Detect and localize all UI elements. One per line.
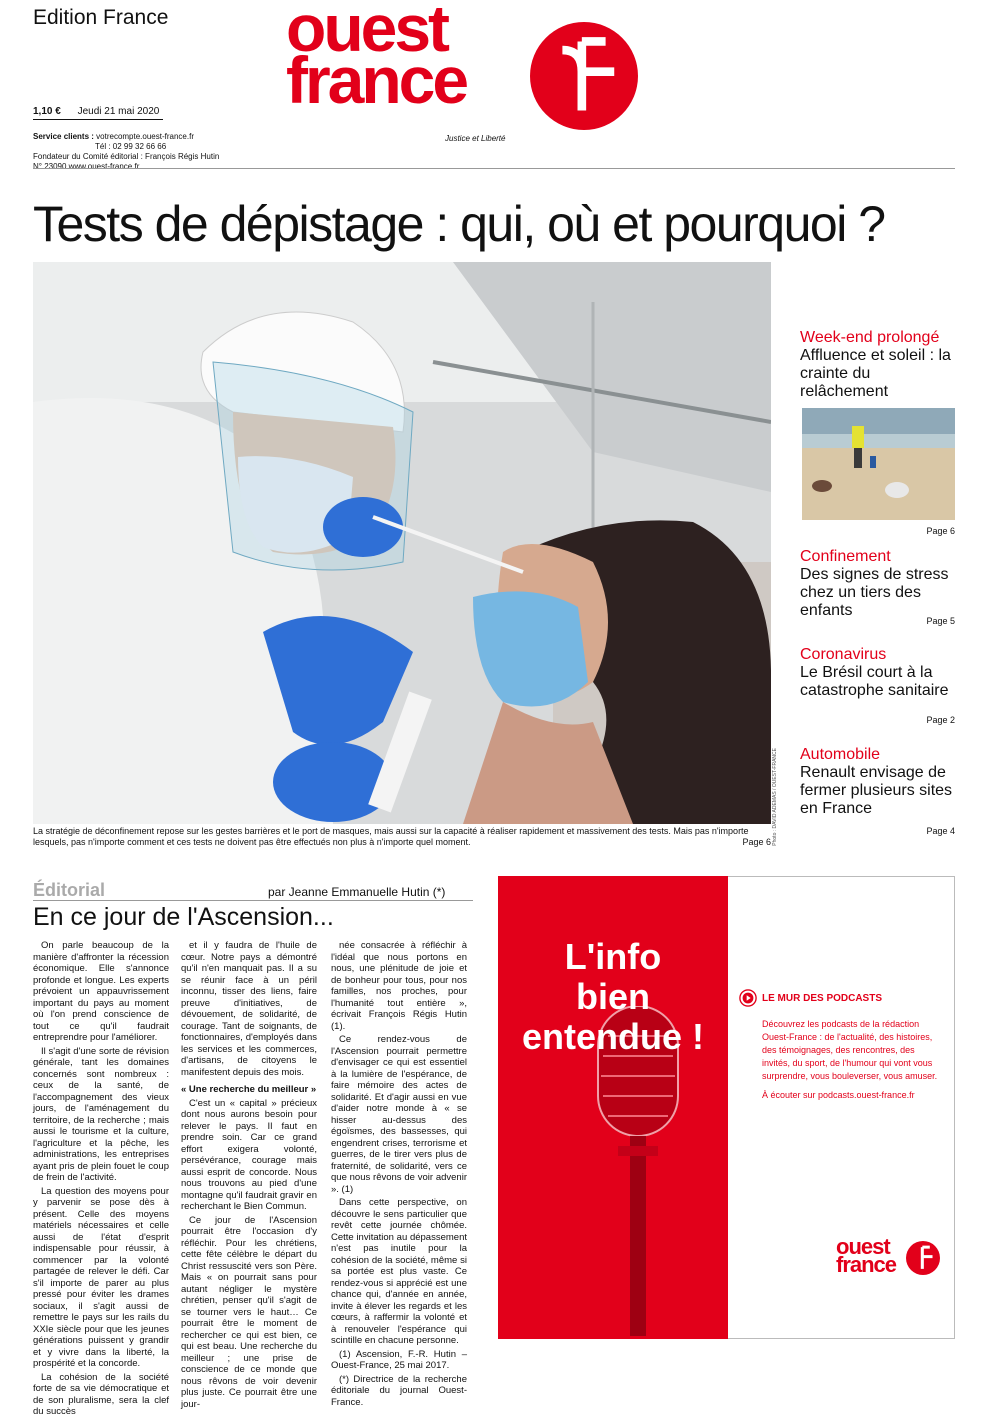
main-headline[interactable]: Tests de dépistage : qui, où et pourquoi ?: [33, 196, 885, 252]
price-date-line: [33, 106, 159, 117]
divider: [33, 900, 473, 901]
edition-label: Edition France: [33, 6, 169, 29]
ad-headline-line: L'info: [564, 936, 662, 977]
teaser-title: Renault envisage de fermer plusieurs sites en France: [800, 764, 953, 817]
service-phone: Tél : 02 99 32 66 66: [95, 142, 167, 151]
service-label: Service clients :: [33, 132, 94, 141]
podcast-description: [762, 1018, 942, 1102]
ad-headline-line: bien: [575, 976, 650, 1017]
teaser-automobile[interactable]: [800, 746, 955, 818]
motto: Justice et Liberté: [445, 134, 506, 143]
main-photo[interactable]: [33, 262, 771, 824]
teaser-page-ref[interactable]: Page 6: [926, 526, 955, 536]
paragraph: La cohésion de la société forte de sa vie démocratique et de son pluralisme, sera la clef du succès: [33, 1371, 169, 1417]
beach-thumbnail[interactable]: [802, 408, 955, 520]
paragraph: La question des moyens pour y parvenir se pose dès à présent. Celle des moyens matériels nécessaires et celle aussi de l'état d'esprit indispensable pour réussir, à commencer par la volonté partagée de relever le défi. Car s'il importe de parer au plus pressé pour éviter les drames sociaux, il s'agit aussi de remettre le pays sur les rails du XXIe siècle pour que les jeunes générations puissent y grandir et y vivre dans la liberté, la prospérité et la concorde.: [33, 1185, 169, 1369]
founder-line: Fondateur du Comité éditorial : François Régis Hutin: [33, 152, 220, 161]
teaser-page-ref[interactable]: Page 2: [926, 715, 955, 725]
footnote: (*) Directrice de la recherche éditoriale du journal Ouest-France.: [331, 1373, 467, 1408]
issue-date: Jeudi 21 mai 2020: [77, 106, 160, 117]
issue-number: N° 23090 www.ouest-france.fr: [33, 162, 140, 171]
editorial-title[interactable]: En ce jour de l'Ascension...: [33, 903, 334, 931]
editorial-column-1: [33, 940, 169, 1420]
teaser-category: Confinement: [800, 548, 891, 565]
logo-circle-icon: [906, 1241, 940, 1275]
paragraph: Ce jour de l'Ascension pourrait être l'occasion d'y réfléchir. Pour les chrétiens, cette fête célèbre le départ du Christ ressuscité vers son Père. Mais « on pourrait sans pour autant négliger le mystère chrétien, penser qu'il s'agit de se tourner vers le haut… Ce pourrait être le moment de rechercher ce qui est bien, ce qui est beau. Une recherche du meilleur ; une prise de conscience de ce monde que nous rêvons de voir devenir plus juste. Ce pourrait être une jour-: [181, 1214, 317, 1410]
logo-line-1: ouest: [286, 0, 448, 65]
editorial-column-3: [331, 940, 467, 1410]
editorial-column-2: [181, 940, 317, 1412]
paragraph: Ce rendez-vous de l'Ascension pourrait permettre d'envisager ce qui est essentiel à la lumière de l'espérance, de faire mémoire des actes de solidarité. Et d'agir aussi en vue d'aider notre monde à « se hisser au-dessus des égoïsmes, des bassesses, qui engendrent crises, terrorisme et guerres, de le tirer vers plus de fraternité, de solidarité, vers ce que nous rêvons de voir advenir ». (1): [331, 1034, 467, 1195]
logo-line-1: ouest: [836, 1234, 890, 1259]
teaser-page-ref[interactable]: Page 4: [926, 826, 955, 836]
play-icon[interactable]: [739, 989, 757, 1007]
teaser-title: Le Brésil court à la catastrophe sanitaire: [800, 664, 949, 699]
paragraph: et il y faudra de l'huile de cœur. Notre pays a démontré qu'il n'en manquait pas. Il a su se réunir face à un péril inconnu, tisser des liens, faire preuve d'initiatives, de dévouement, de solidarité, de courage. Tant de soignants, de fonctionnaires, d'employés dans les services et les commerces, d'artisans, de citoyens le manifestent depuis des mois.: [181, 940, 317, 1078]
paragraph: C'est un « capital » précieux dont nous aurons besoin pour relever le pays. Il faut en prendre soin. Car ce grand effort exigera volonté, persévérance, courage mais aussi esprit de concorde. Nous nous trouvons au pied d'une montagne qu'il faudrait gravir en recherchant le Bien Commun.: [181, 1097, 317, 1212]
teaser-weekend[interactable]: [800, 329, 955, 401]
photo-credit: Photo : DAVID ADEMAS / OUEST-FRANCE: [772, 748, 778, 846]
paragraph: née consacrée à réfléchir à l'idéal que nous portons en nous, une plénitude de joie et de bonheur pour tous, pour nos familles, nos proches, pour l'humanité tout entière », écrivait François Régis Hutin (1).: [331, 940, 467, 1032]
editorial-author: par Jeanne Emmanuelle Hutin (*): [268, 885, 446, 899]
teaser-category: Coronavirus: [800, 646, 887, 663]
teaser-title: Des signes de stress chez un tiers des enfants: [800, 566, 949, 619]
editorial-label: Éditorial: [33, 880, 106, 900]
podcast-link[interactable]: À écouter sur podcasts.ouest-france.fr: [762, 1090, 915, 1100]
divider: [33, 168, 955, 169]
footnote: (1) Ascension, F.-R. Hutin – Ouest-France, 25 mai 2017.: [331, 1348, 467, 1371]
service-info: [33, 132, 219, 172]
podcast-title: LE MUR DES PODCASTS: [762, 993, 883, 1004]
ad-headline-line: entendue !: [521, 1016, 704, 1057]
photo-caption: [33, 826, 771, 848]
caption-text: La stratégie de déconfinement repose sur les gestes barrières et le port de masques, mais aussi sur la capacité à réaliser rapidement et massivement des tests. Mais pas n'importe lesquels, pas n'importe comment et ces tests ne doivent pas être effectués non plus à n'importe quel moment.: [33, 826, 749, 847]
logo-line-2: france: [286, 43, 467, 117]
teaser-page-ref[interactable]: Page 5: [926, 616, 955, 626]
teaser-title: Affluence et soleil : la crainte du relâchement: [800, 347, 951, 400]
ad-headline: [498, 937, 728, 1057]
logo-line-2: france: [836, 1252, 897, 1277]
ouest-france-logo[interactable]: [286, 0, 467, 117]
divider: [33, 119, 163, 120]
caption-page-ref[interactable]: Page 6: [742, 837, 771, 847]
price: 1,10 €: [33, 106, 61, 117]
ad-logo[interactable]: [836, 1234, 897, 1277]
teaser-category: Week-end prolongé: [800, 329, 940, 346]
paragraph: On parle beaucoup de la manière d'affronter la récession économique. Elle s'annonce profonde et longue. Les experts prévoient un appauvrissement important du pays au moment où l'on prend conscience de tout ce qu'il faudrait entreprendre pour l'améliorer.: [33, 940, 169, 1043]
teaser-category: Automobile: [800, 746, 881, 763]
service-site-link[interactable]: votrecompte.ouest-france.fr: [96, 132, 194, 141]
paragraph: Dans cette perspective, on découvre le sens particulier que revêt cette journée chômée. Cette invitation au dépassement n'est pas inutile pour la cohésion de la société, même si sa portée est plus vaste. Ce rendez-vous si apprécié est une chance qui, d'année en année, invite à élever les regards et les cœurs, à raffermir la volonté et à renouveler l'espérance qui scintille en chacune personne.: [331, 1197, 467, 1346]
paragraph: Il s'agit d'une sorte de révision générale, tant les domaines concernés sont nombreux : ceux de la santé, de l'accompagnement des vieux jours, de l'aménagement du territoire, de la recherche ; mais aussi le tourisme et la culture, l'agriculture et la pêche, les administrations, les entreprises ayant pris de plein fouet le coup de frein de l'activité.: [33, 1045, 169, 1183]
podcast-text: Découvrez les podcasts de la rédaction Ouest-France : de l'actualité, des histoires, des témoignages, des rencontres, des invités, du sport, de l'humour qui vont vous surprendre, vous bouleverser, vous amuser.: [762, 1019, 938, 1081]
teaser-coronavirus[interactable]: [800, 646, 955, 700]
logo-circle-icon: [530, 22, 638, 130]
subheading: « Une recherche du meilleur »: [181, 1084, 317, 1095]
teaser-confinement[interactable]: [800, 548, 955, 620]
